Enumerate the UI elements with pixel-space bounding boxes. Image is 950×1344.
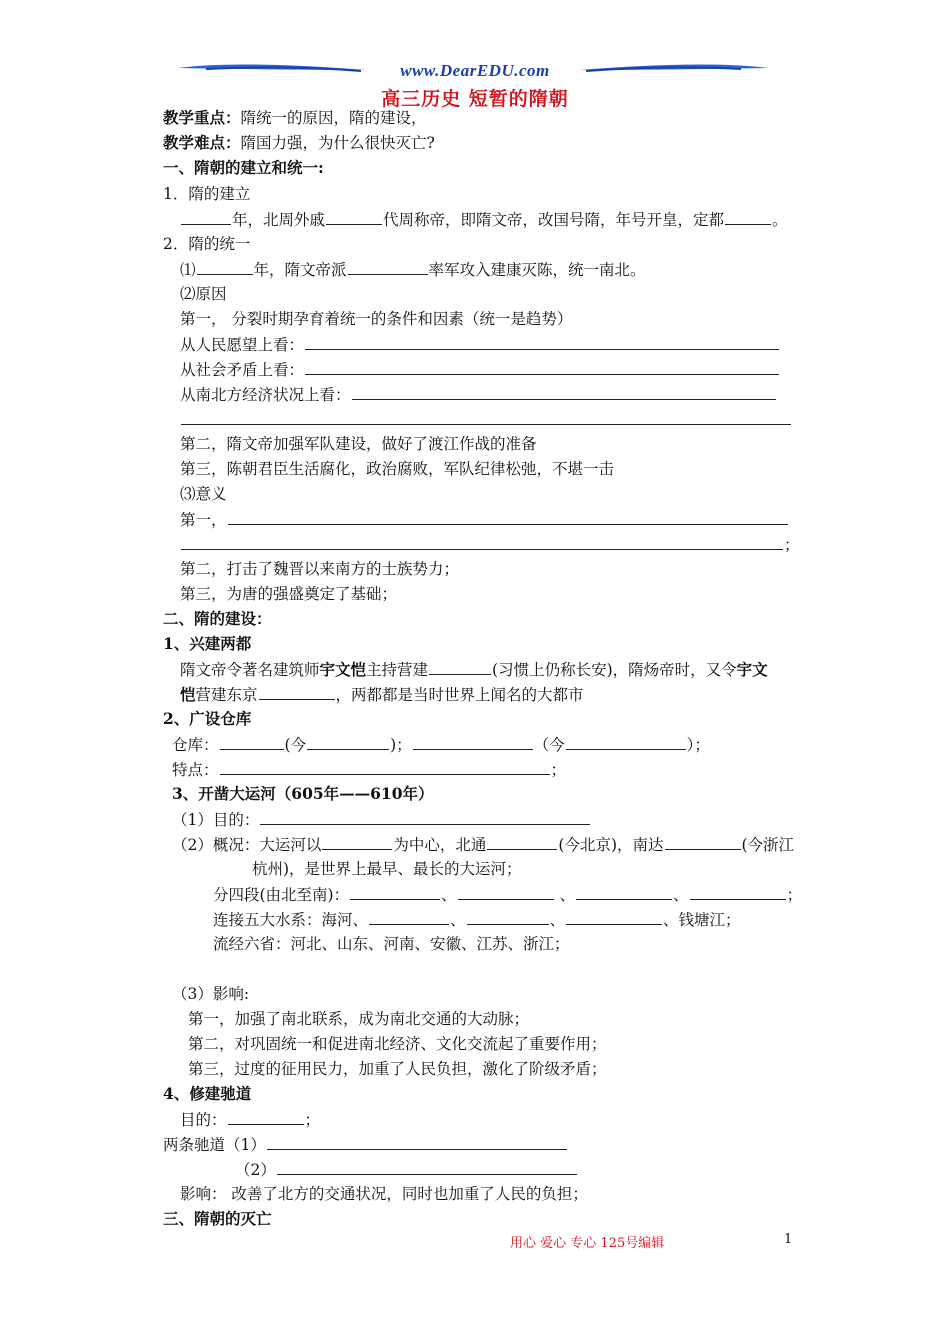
founding-fill-line: 年，北周外戚 代周称帝，即隋文帝，改国号隋，年号开皇，定都 。 xyxy=(180,209,788,230)
canal-impact-title: （3）影响: xyxy=(172,985,250,1003)
two-capitals-line-1: 隋文帝令著名建筑师宇文恺主持营建 (习惯上仍称长安)，隋炀帝时，又令宇文 xyxy=(180,660,768,679)
construction-4-title: 4、修建驰道 xyxy=(163,1084,252,1103)
fill-in-blank xyxy=(690,884,786,900)
construction-1-title: 1、兴建两都 xyxy=(163,634,252,653)
unification-fill-line: ⑴ 年，隋文帝派 率军攻入建康灭陈，统一南北。 xyxy=(180,261,646,279)
significance-1: 第一， xyxy=(180,509,789,530)
significance-3: 第三，为唐的强盛奠定了基础； xyxy=(180,585,398,603)
fill-in-blank xyxy=(267,1134,567,1150)
two-capitals-line-2: 恺营建东京 ，两都都是当时世界上闻名的大都市 xyxy=(180,685,584,704)
canal-provinces: 流经六省：河北、山东、河南、安徽、江苏、浙江； xyxy=(213,935,570,953)
reason-1c: 从南北方经济状况上看： xyxy=(180,384,777,405)
construction-3-title: 3、开凿大运河（605年——610年） xyxy=(172,784,434,803)
roads-impact: 影响： 改善了北方的交通状况，同时也加重了人民的负担； xyxy=(180,1185,588,1203)
canal-impact-1: 第一，加强了南北联系，成为南北交通的大动脉； xyxy=(188,1010,530,1028)
fill-in-blank xyxy=(369,909,449,925)
reason-1: 第一， 分裂时期孕育着统一的条件和因素（统一是趋势） xyxy=(180,310,573,328)
fill-in-blank xyxy=(725,209,771,225)
fill-in-blank xyxy=(220,759,550,775)
reasons-title: ⑵原因 xyxy=(180,285,227,303)
fill-in-blank xyxy=(458,884,554,900)
fill-in-blank xyxy=(305,334,779,350)
fill-in-blank xyxy=(181,209,231,225)
canal-impact-3: 第三，过度的征用民力，加重了人民负担，激化了阶级矛盾； xyxy=(188,1060,607,1078)
footer-text: 用心 爱心 专心 125号编辑 xyxy=(510,1236,665,1251)
fill-in-blank xyxy=(352,384,776,400)
canal-rivers: 连接五大水系：海河、 、 、 、钱塘江； xyxy=(213,911,741,929)
fill-in-blank xyxy=(181,409,791,425)
fill-in-blank xyxy=(197,259,253,275)
significance-2: 第二，打击了魏晋以来南方的士族势力； xyxy=(180,560,460,578)
fill-in-blank xyxy=(348,259,428,275)
fill-in-blank xyxy=(181,534,783,550)
fill-in-blank xyxy=(487,834,557,850)
reason-1b: 从社会矛盾上看： xyxy=(180,359,780,380)
section-1-heading: 一、隋朝的建立和统一: xyxy=(163,158,324,177)
teaching-difficulty: 教学难点：隋国力强，为什么很快灭亡? xyxy=(163,133,435,152)
canal-goal: （1）目的： xyxy=(172,809,591,830)
fill-in-blank xyxy=(665,834,741,850)
canal-overview-1: （2）概况：大运河以 为中心，北通 (今北京)，南达 (今浙江 xyxy=(172,836,795,854)
fill-in-blank xyxy=(277,1159,577,1175)
fill-in-blank xyxy=(259,684,335,700)
fill-in-blank xyxy=(307,734,389,750)
site-url: www.DearEDU.com xyxy=(400,61,550,80)
granary-features: 特点： ； xyxy=(172,761,567,779)
fill-in-blank xyxy=(566,734,686,750)
fill-in-blank xyxy=(429,659,491,675)
reason-3: 第三，陈朝君臣生活腐化，政治腐败，军队纪律松弛，不堪一击 xyxy=(180,460,615,478)
teaching-focus: 教学重点：隋统一的原因，隋的建设， xyxy=(163,108,427,127)
canal-segments: 分四段(由北至南)： 、 、 、 ； xyxy=(213,886,803,904)
construction-2-title: 2、广设仓库 xyxy=(163,709,252,728)
section-2-heading: 二、隋的建设： xyxy=(163,609,272,628)
fill-in-blank xyxy=(260,809,590,825)
fill-in-blank xyxy=(326,209,382,225)
fill-in-blank xyxy=(566,909,662,925)
fill-in-blank xyxy=(220,734,284,750)
fill-in-blank xyxy=(413,734,533,750)
reason-1a: 从人民愿望上看： xyxy=(180,334,780,355)
significance-1-continued: ； xyxy=(180,534,800,555)
document-title: 高三历史 短暂的隋朝 xyxy=(381,88,569,110)
roads-goal: 目的： ； xyxy=(180,1111,321,1129)
subsection-unification: 2．隋的统一 xyxy=(163,235,251,253)
fill-in-blank xyxy=(350,884,440,900)
roads-line-2: （2） xyxy=(235,1159,578,1180)
reason-2: 第二，隋文帝加强军队建设，做好了渡江作战的准备 xyxy=(180,435,537,453)
fill-in-blank xyxy=(228,1109,304,1125)
section-3-heading: 三、隋朝的灭亡 xyxy=(163,1209,272,1228)
granary-line: 仓库： (今 )； （今 ）； xyxy=(172,736,710,754)
canal-overview-2: 杭州)，是世界上最早、最长的大运河； xyxy=(252,860,522,878)
fill-in-blank xyxy=(322,834,392,850)
subsection-founding: 1．隋的建立 xyxy=(163,185,251,203)
fill-in-blank xyxy=(305,359,779,375)
significance-title: ⑶意义 xyxy=(180,485,227,503)
page-number: 1 xyxy=(784,1232,793,1247)
reason-1c-continued xyxy=(180,409,792,430)
fill-in-blank xyxy=(467,909,549,925)
canal-impact-2: 第二，对巩固统一和促进南北经济、文化交流起了重要作用； xyxy=(188,1035,607,1053)
roads-line-1: 两条驰道（1） xyxy=(163,1134,568,1155)
fill-in-blank xyxy=(576,884,672,900)
fill-in-blank xyxy=(228,509,788,525)
